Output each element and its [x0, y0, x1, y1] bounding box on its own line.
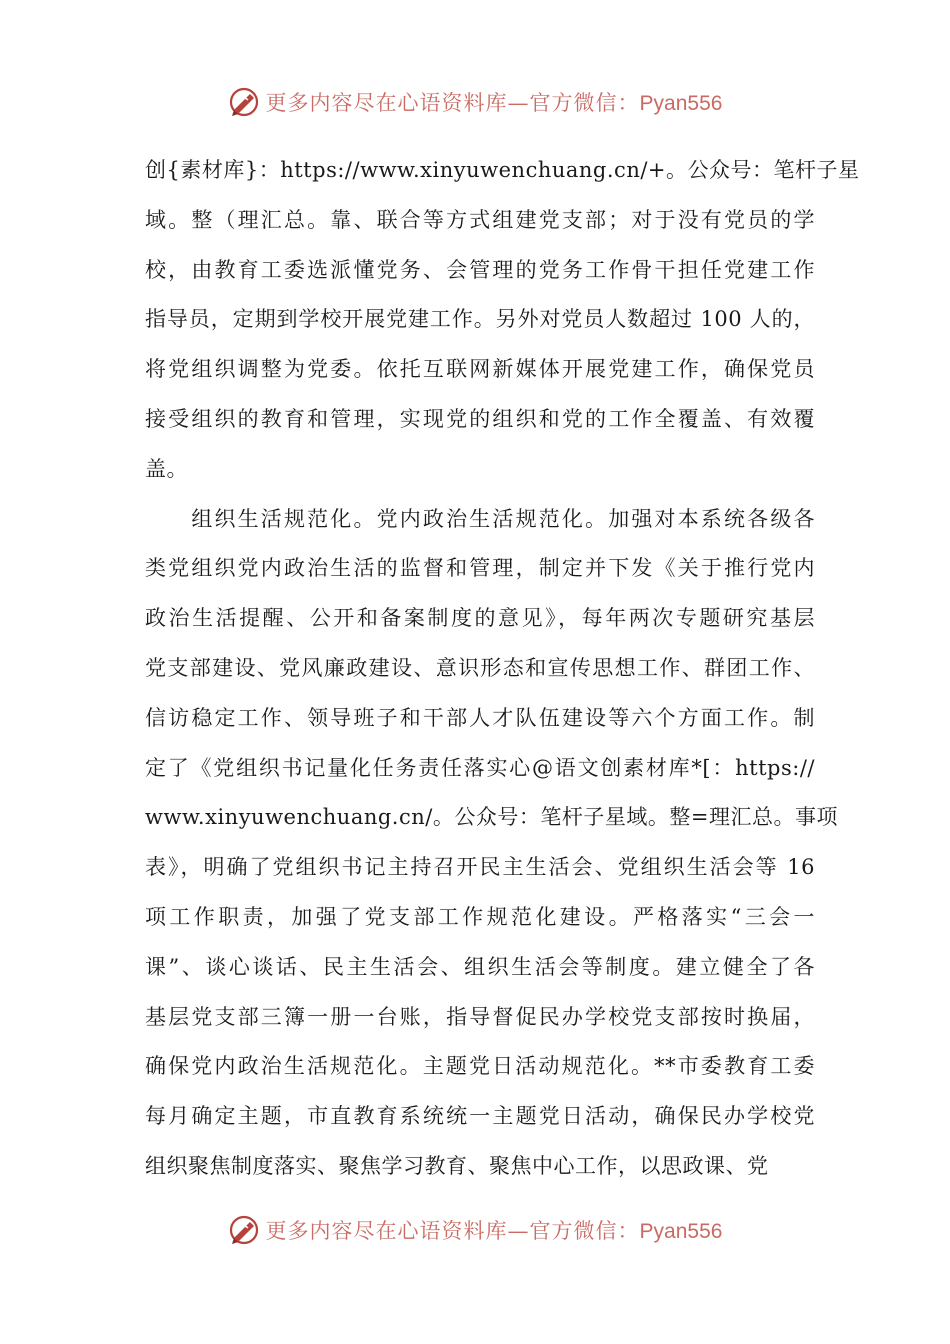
body-line: 课”、谈心谈话、民主生活会、组织生活会等制度。建立健全了各	[145, 954, 815, 979]
body-line: 将党组织调整为党委。依托互联网新媒体开展党建工作，确保党员	[145, 357, 815, 382]
body-line: www.xinyuwenchuang.cn/。公众号：笔杆子星域。整=理汇总。事项	[145, 805, 838, 830]
footer-banner-text: 更多内容尽在心语资料库—官方微信：Pyan556	[265, 1219, 723, 1243]
header-banner	[0, 80, 950, 124]
footer-banner	[0, 1208, 950, 1252]
body-line: 定了《党组织书记量化任务责任落实心@语文创素材库*[：https://	[145, 755, 815, 780]
body-line: 基层党支部三簿一册一台账，指导督促民办学校党支部按时换届，	[145, 1004, 815, 1029]
body-line: 确保党内政治生活规范化。主题党日活动规范化。**市委教育工委	[145, 1054, 815, 1079]
body-line: 盖。	[145, 456, 188, 481]
body-line: 指导员，定期到学校开展党建工作。另外对党员人数超过 100 人的，	[145, 307, 815, 332]
body-line: 政治生活提醒、公开和备案制度的意见》，每年两次专题研究基层	[145, 606, 815, 631]
body-line: 创{素材库}：https://www.xinyuwenchuang.cn/+。公众号：笔杆子星	[145, 158, 860, 182]
body-line: 类党组织党内政治生活的监督和管理，制定并下发《关于推行党内	[145, 556, 815, 581]
pen-logo-icon	[228, 1214, 260, 1246]
body-line: 党支部建设、党风廉政建设、意识形态和宣传思想工作、群团工作、	[145, 655, 815, 680]
body-line: 表》，明确了党组织书记主持召开民主生活会、党组织生活会等 16	[145, 855, 815, 880]
header-banner-text: 更多内容尽在心语资料库—官方微信：Pyan556	[265, 91, 723, 115]
document-body	[145, 146, 860, 1192]
body-line: 组织生活规范化。党内政治生活规范化。加强对本系统各级各	[145, 506, 815, 531]
body-line: 域。整（理汇总。靠、联合等方式组建党支部；对于没有党员的学	[145, 207, 815, 232]
body-line: 组织聚焦制度落实、聚焦学习教育、聚焦中心工作，以思政课、党	[145, 1153, 769, 1178]
body-line: 项工作职责，加强了党支部工作规范化建设。严格落实“三会一	[145, 904, 815, 929]
pen-logo-icon	[228, 86, 260, 118]
body-line: 每月确定主题，市直教育系统统一主题党日活动，确保民办学校党	[145, 1104, 815, 1129]
body-line: 接受组织的教育和管理，实现党的组织和党的工作全覆盖、有效覆	[145, 406, 815, 431]
body-line: 校，由教育工委选派懂党务、会管理的党务工作骨干担任党建工作	[145, 257, 815, 282]
body-line: 信访稳定工作、领导班子和干部人才队伍建设等六个方面工作。制	[145, 705, 815, 730]
